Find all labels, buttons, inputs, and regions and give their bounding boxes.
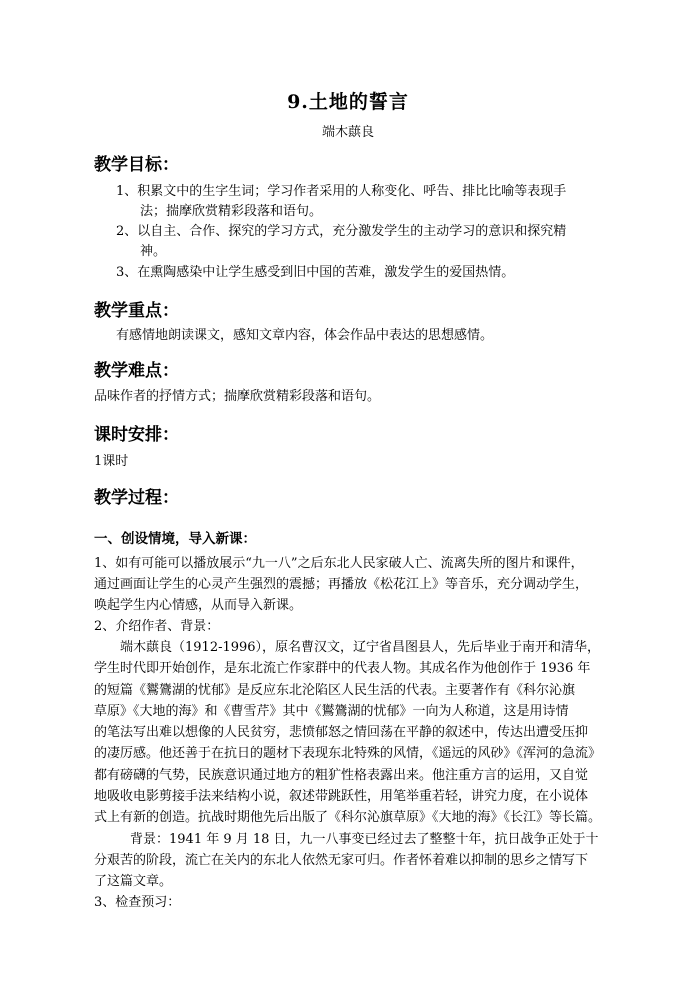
goal-item-3-line1: 3、在熏陶感染中让学生感受到旧中国的苦难，激发学生的爱国热情。 <box>116 265 515 280</box>
author-line-9: 式上有新的创造。抗战时期他先后出版了《科尔沁旗草原》《大地的海》《长江》等长篇。 <box>94 810 602 825</box>
focus-text: 有感情地朗读课文，感知文章内容，体会作品中表达的思想感情。 <box>116 328 494 343</box>
background-line-1: 背景：1941 年 9 月 18 日，九一八事变已经过去了整整十年，抗日战争正处于十 <box>130 832 599 847</box>
author-line-2: 学生时代即开始创作，是东北流亡作家群中的代表人物。其成名作为他创作于 1936 年 <box>94 661 591 676</box>
background-line-3: 了这篇文章。 <box>94 874 173 889</box>
author-line-3: 的短篇《鸑鷟湖的忧郁》是反应东北沦陷区人民生活的代表。主要著作有《科尔沁旗 <box>94 683 576 698</box>
author-line-6: 的凄厉感。他还善于在抗日的题材下表现东北特殊的风情，《遥远的风砂》《浑河的急流》 <box>94 746 602 761</box>
schedule-heading: 课时安排： <box>94 425 179 445</box>
intro-line-4: 2、介绍作者、背景： <box>94 619 220 634</box>
author-name: 端木蕻良 <box>321 125 374 140</box>
goal-item-1-line1: 1、积累文中的生字生词；学习作者采用的人称变化、呼告、排比比喻等表现手 <box>116 184 567 199</box>
intro-line-1: 1、如有可能可以播放展示“九一八”之后东北人民家破人亡、流离失所的图片和课件， <box>94 556 584 571</box>
author-line-7: 都有磅礴的气势，民族意识通过地方的粗犷性格表露出来。他注重方言的运用，又自觉 <box>94 768 589 783</box>
check-preview-line: 3、检查预习： <box>94 895 181 910</box>
goal-item-2-line1: 2、以自主、合作、探究的学习方式，充分激发学生的主动学习的意识和探究精 <box>116 224 567 239</box>
author-line-5: 的笔法写出难以想像的人民贫穷，悲愤郁怒之情回荡在平静的叙述中，传达出遭受压抑 <box>94 725 589 740</box>
process-heading: 教学过程： <box>94 488 179 508</box>
author-line-4: 草原》《大地的海》和《曹雪芹》其中《鸑鷟湖的忧郁》一向为人称道，这是用诗情 <box>94 704 569 719</box>
lesson-title: 9.土地的誓言 <box>287 91 409 113</box>
intro-line-3: 唤起学生内心情感，从而导入新课。 <box>94 598 303 613</box>
goal-item-1-line2: 法；揣摩欣赏精彩段落和语句。 <box>140 204 323 219</box>
intro-line-2: 通过画面让学生的心灵产生强烈的震撼；再播放《松花江上》等音乐，充分调动学生， <box>94 577 589 592</box>
focus-heading: 教学重点： <box>94 301 179 321</box>
background-line-2: 分艰苦的阶段，流亡在关内的东北人依然无家可归。作者怀着难以抑制的思乡之情写下 <box>94 853 589 868</box>
step-1-heading: 一、创设情境，导入新课： <box>94 531 256 547</box>
goal-item-2-line2: 神。 <box>140 244 167 259</box>
goals-heading: 教学目标： <box>94 155 179 175</box>
author-line-1: 端木蕻良（1912-1996），原名曹汉文，辽宁省昌图县人，先后毕业于南开和清华， <box>120 640 601 655</box>
schedule-text: 1课时 <box>94 454 129 469</box>
difficulty-text: 品味作者的抒情方式；揣摩欣赏精彩段落和语句。 <box>94 389 381 404</box>
author-line-8: 地吸收电影剪接手法来结构小说，叙述带跳跃性，用笔举重若轻，讲究力度，在小说体 <box>94 789 589 804</box>
difficulty-heading: 教学难点： <box>94 361 179 381</box>
